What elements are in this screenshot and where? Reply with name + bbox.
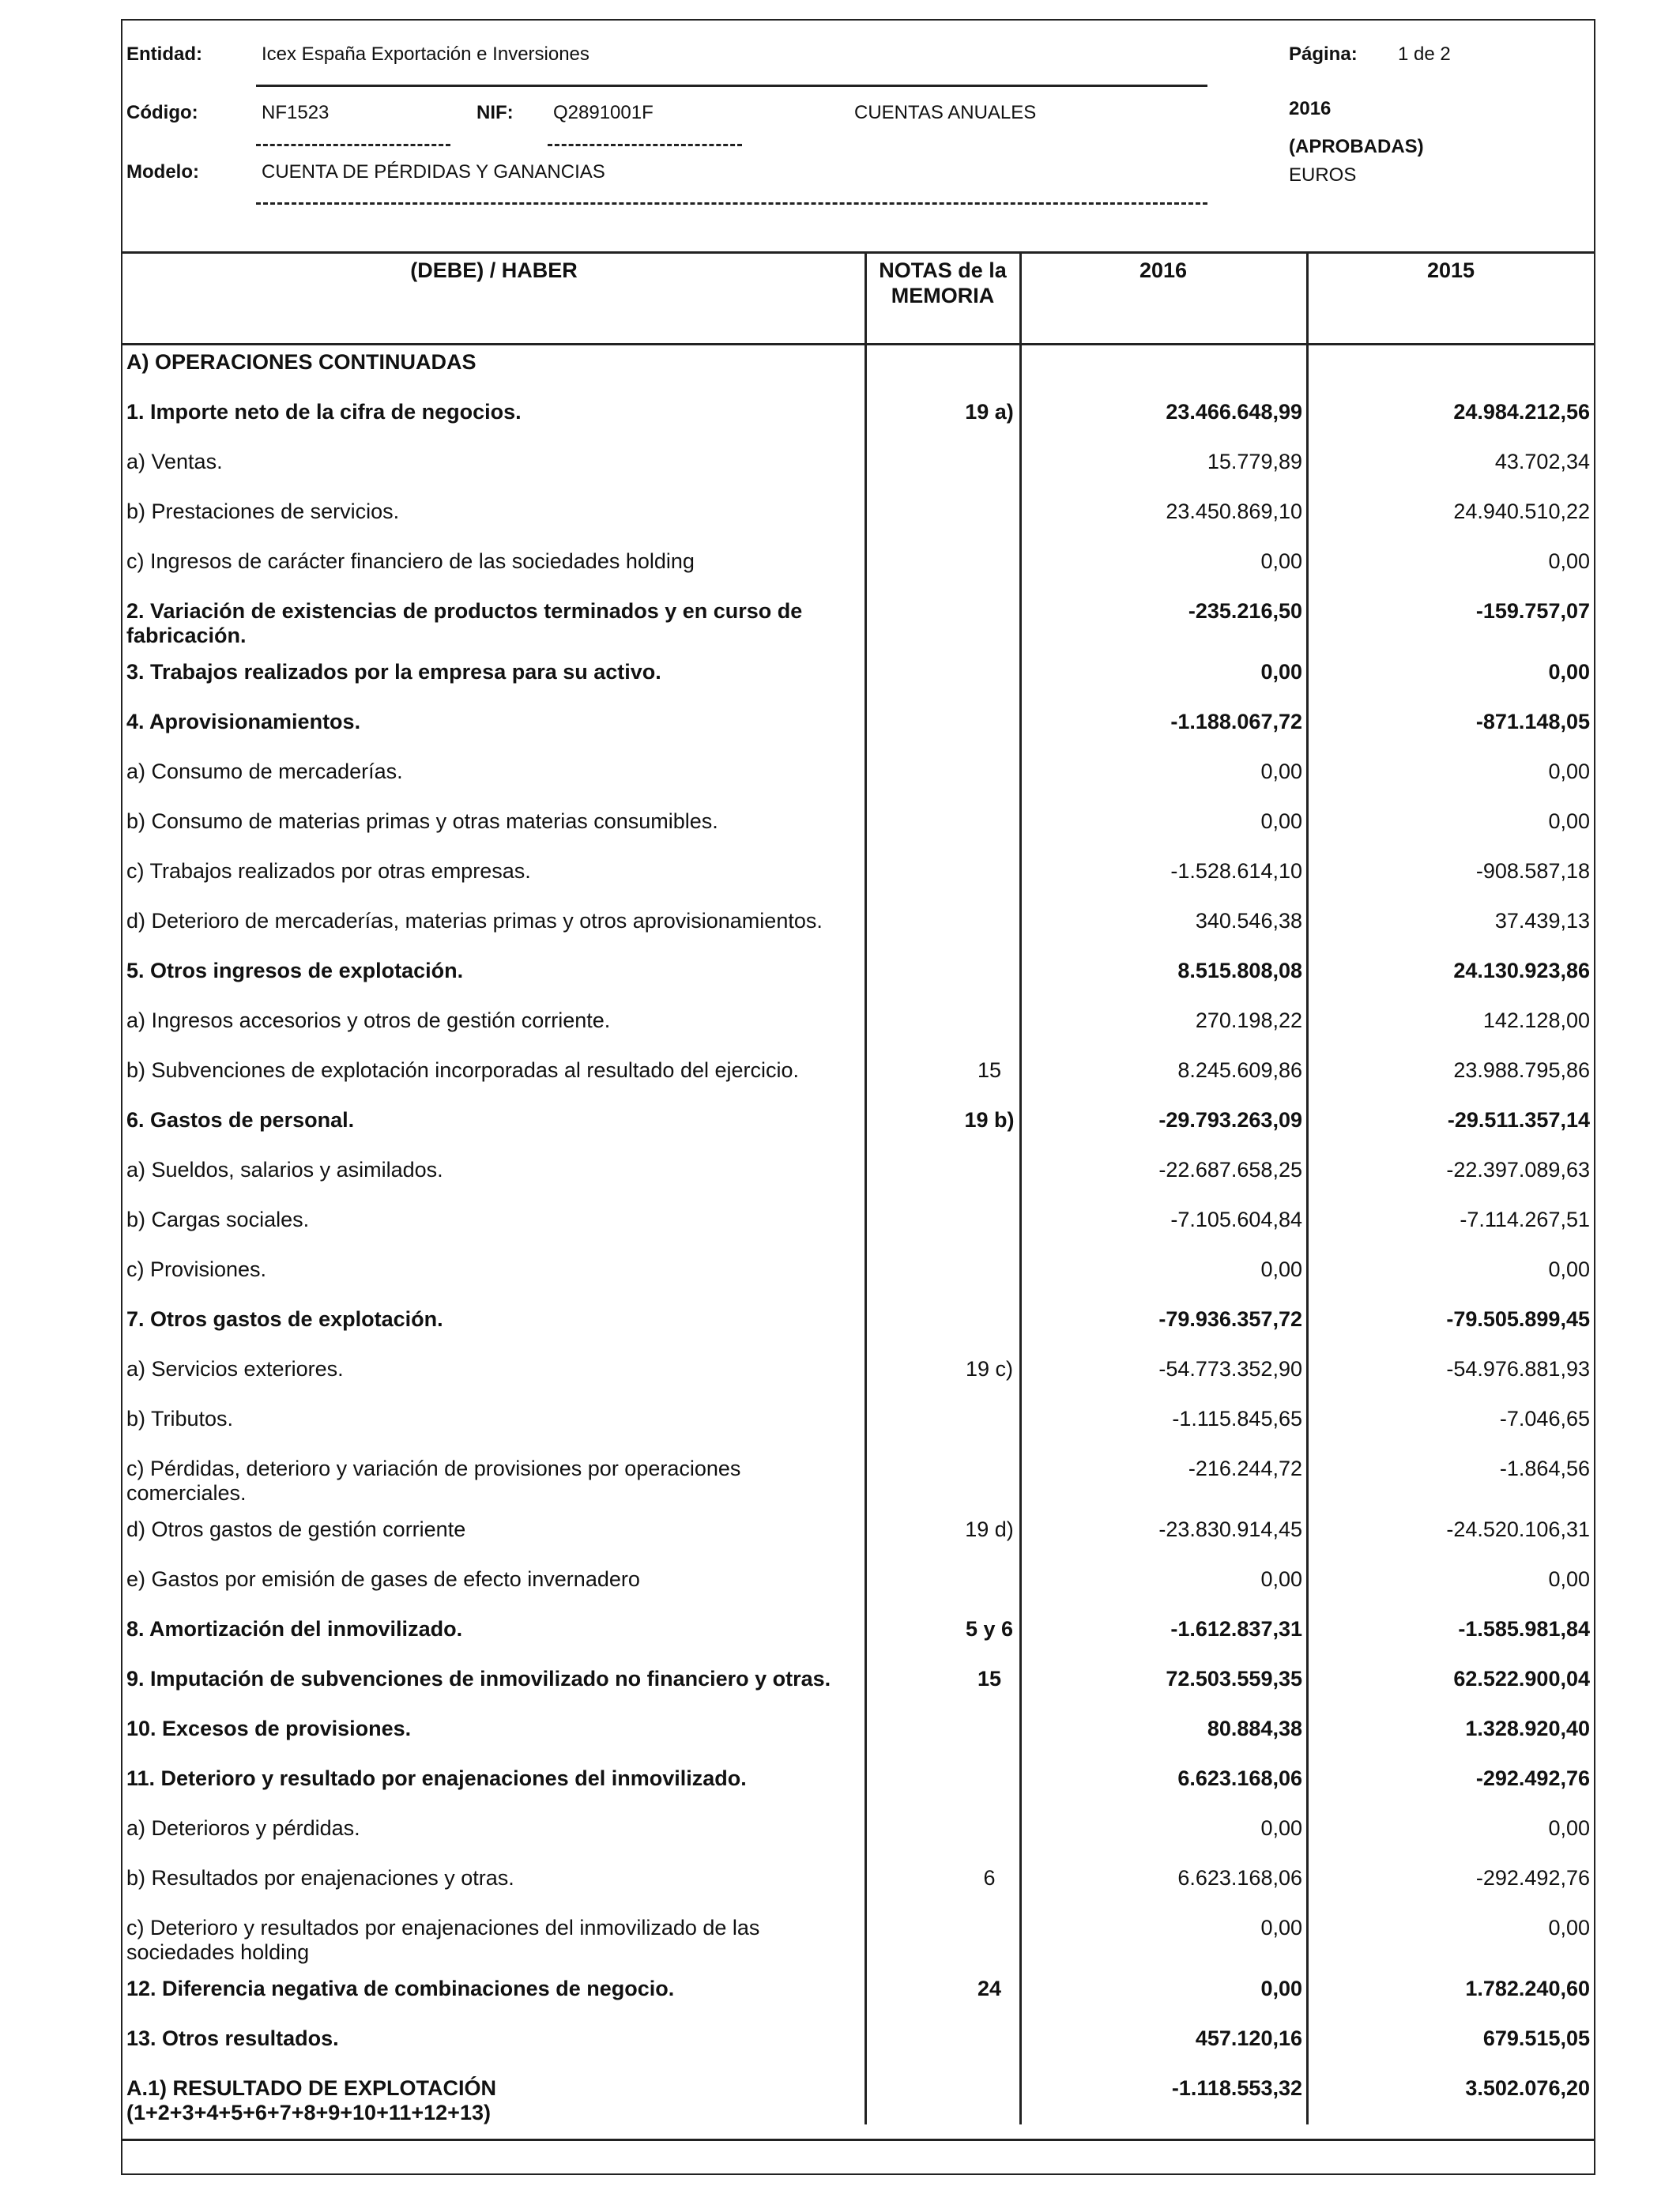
row-value-2015: 0,00 [1548, 660, 1590, 684]
row-value-2015: -24.520.106,31 [1446, 1517, 1590, 1541]
row-value-2016: 0,00 [1260, 809, 1302, 833]
row-value-2015: 3.502.076,20 [1465, 2076, 1590, 2100]
row-value-2016: -7.105.604,84 [1170, 1208, 1302, 1231]
modelo-underline [256, 202, 1207, 205]
row-value-2015: 24.984.212,56 [1453, 400, 1590, 424]
row-value-2015: -159.757,07 [1475, 599, 1590, 623]
row-note: 19 a) [965, 400, 1014, 424]
currency-label: EUROS [1289, 164, 1357, 186]
row-value-2016: 0,00 [1260, 1977, 1302, 2000]
row-note: 15 [977, 1058, 1002, 1082]
row-value-2015: 24.130.923,86 [1453, 959, 1590, 982]
codigo-label: Código: [126, 102, 198, 123]
row-value-2016: 6.623.168,06 [1177, 1766, 1302, 1790]
column-divider-notes [864, 251, 867, 2124]
pagina-value: 1 de 2 [1398, 43, 1451, 65]
row-label: b) Tributos. [126, 1407, 234, 1431]
row-value-2016: -79.936.357,72 [1158, 1307, 1302, 1331]
row-label: 3. Trabajos realizados por la empresa para su activo. [126, 660, 661, 684]
row-note: 19 c) [965, 1357, 1014, 1381]
year-label: 2016 [1289, 98, 1332, 119]
row-label: 9. Imputación de subvenciones de inmovilizado no financiero y otras. [126, 1667, 831, 1691]
row-value-2016: -1.115.845,65 [1172, 1407, 1302, 1431]
row-note: 19 b) [964, 1108, 1015, 1132]
row-label: a) Deterioros y pérdidas. [126, 1816, 360, 1840]
row-note: 24 [977, 1977, 1002, 2000]
row-label: A) OPERACIONES CONTINUADAS [126, 350, 477, 374]
codigo-value: NF1523 [262, 102, 330, 123]
table-header-rule [121, 343, 1595, 345]
column-header-2016: 2016 [1139, 258, 1188, 282]
row-label: 4. Aprovisionamientos. [126, 710, 361, 733]
row-value-2015: 0,00 [1548, 760, 1590, 783]
column-header-2015: 2015 [1426, 258, 1475, 282]
row-value-2015: 0,00 [1548, 1816, 1590, 1840]
row-value-2016: -22.687.658,25 [1158, 1158, 1302, 1182]
row-label: b) Prestaciones de servicios. [126, 499, 400, 523]
modelo-value: CUENTA DE PÉRDIDAS Y GANANCIAS [262, 161, 605, 183]
row-label: b) Resultados por enajenaciones y otras. [126, 1866, 514, 1890]
row-label: c) Ingresos de carácter financiero de las sociedades holding [126, 549, 695, 573]
row-label: d) Otros gastos de gestión corriente [126, 1517, 466, 1541]
row-note: 15 [977, 1667, 1002, 1691]
nif-underline [548, 144, 742, 146]
row-label: c) Deterioro y resultados por enajenaciones del inmovilizado de las sociedades holding [126, 1916, 760, 1964]
row-value-2016: 0,00 [1260, 1916, 1302, 1940]
row-label: 5. Otros ingresos de explotación. [126, 959, 464, 982]
row-value-2016: 0,00 [1260, 1567, 1302, 1591]
row-label: 2. Variación de existencias de productos terminados y en curso de fabricación. [126, 599, 803, 647]
row-value-2015: 23.988.795,86 [1453, 1058, 1590, 1082]
pagina-label: Página: [1289, 43, 1358, 65]
row-value-2015: -22.397.089,63 [1446, 1158, 1590, 1182]
row-value-2015: -908.587,18 [1475, 859, 1590, 883]
row-label: 8. Amortización del inmovilizado. [126, 1617, 463, 1641]
row-label: d) Deterioro de mercaderías, materias primas y otros aprovisionamientos. [126, 909, 823, 933]
row-value-2015: 43.702,34 [1494, 450, 1590, 473]
row-value-2016: 0,00 [1260, 760, 1302, 783]
row-value-2015: 0,00 [1548, 549, 1590, 573]
row-value-2016: 23.450.869,10 [1166, 499, 1302, 523]
column-header-notes-line1: NOTAS de la [879, 258, 1007, 282]
row-value-2015: -292.492,76 [1475, 1866, 1590, 1890]
row-value-2015: -79.505.899,45 [1446, 1307, 1590, 1331]
table-top-rule [121, 251, 1595, 254]
table-bottom-rule [121, 2139, 1595, 2141]
row-value-2016: 8.515.808,08 [1177, 959, 1302, 982]
row-label: a) Servicios exteriores. [126, 1357, 344, 1381]
codigo-underline [256, 144, 450, 146]
row-value-2016: -1.118.553,32 [1171, 2076, 1302, 2100]
row-value-2016: -54.773.352,90 [1158, 1357, 1302, 1381]
row-value-2016: 8.245.609,86 [1177, 1058, 1302, 1082]
row-value-2016: 270.198,22 [1195, 1008, 1302, 1032]
column-header-concept: (DEBE) / HABER [410, 258, 578, 282]
row-value-2015: 24.940.510,22 [1453, 499, 1590, 523]
row-value-2015: 62.522.900,04 [1453, 1667, 1590, 1691]
row-value-2016: -23.830.914,45 [1158, 1517, 1302, 1541]
row-value-2015: 0,00 [1548, 1916, 1590, 1940]
row-label: b) Consumo de materias primas y otras materias consumibles. [126, 809, 718, 833]
row-value-2015: 1.328.920,40 [1465, 1717, 1590, 1740]
row-label: 11. Deterioro y resultado por enajenaciones del inmovilizado. [126, 1766, 747, 1790]
row-value-2016: -1.612.837,31 [1170, 1617, 1302, 1641]
row-label: a) Ventas. [126, 450, 223, 473]
entidad-label: Entidad: [126, 43, 202, 65]
row-value-2015: 142.128,00 [1482, 1008, 1590, 1032]
nif-value: Q2891001F [553, 102, 654, 123]
row-value-2016: 457.120,16 [1195, 2026, 1302, 2050]
row-label: 10. Excesos de provisiones. [126, 1717, 412, 1740]
row-label: a) Consumo de mercaderías. [126, 760, 403, 783]
row-value-2016: 340.546,38 [1195, 909, 1302, 933]
row-value-2015: 0,00 [1548, 809, 1590, 833]
row-label: 7. Otros gastos de explotación. [126, 1307, 443, 1331]
row-label: 1. Importe neto de la cifra de negocios. [126, 400, 522, 424]
column-divider-2015 [1306, 251, 1309, 2124]
row-value-2016: -1.528.614,10 [1170, 859, 1302, 883]
row-value-2015: -292.492,76 [1475, 1766, 1590, 1790]
row-label: c) Provisiones. [126, 1257, 267, 1281]
row-value-2016: -235.216,50 [1188, 599, 1302, 623]
row-value-2016: 0,00 [1260, 549, 1302, 573]
row-label: A.1) RESULTADO DE EXPLOTACIÓN (1+2+3+4+5+6+7+8+9+10+11+12+13) [126, 2076, 497, 2124]
modelo-label: Modelo: [126, 161, 199, 183]
row-value-2015: -7.046,65 [1499, 1407, 1590, 1431]
row-value-2016: 0,00 [1260, 660, 1302, 684]
row-label: 6. Gastos de personal. [126, 1108, 355, 1132]
row-value-2016: 23.466.648,99 [1166, 400, 1302, 424]
row-value-2015: 0,00 [1548, 1567, 1590, 1591]
row-note: 6 [983, 1866, 996, 1890]
row-value-2016: -29.793.263,09 [1158, 1108, 1302, 1132]
cuentas-anuales-label: CUENTAS ANUALES [854, 102, 1037, 123]
row-label: b) Subvenciones de explotación incorporadas al resultado del ejercicio. [126, 1058, 800, 1082]
row-value-2015: 0,00 [1548, 1257, 1590, 1281]
row-label: a) Sueldos, salarios y asimilados. [126, 1158, 443, 1182]
row-value-2015: -1.864,56 [1499, 1457, 1590, 1480]
column-header-notes [867, 258, 1019, 308]
entidad-underline [256, 85, 1207, 87]
row-label: c) Trabajos realizados por otras empresas. [126, 859, 531, 883]
row-note: 19 d) [965, 1517, 1014, 1541]
row-label: c) Pérdidas, deterioro y variación de provisiones por operaciones comerciales. [126, 1457, 741, 1505]
column-header-notes-line2: MEMORIA [891, 284, 995, 307]
row-label: 13. Otros resultados. [126, 2026, 339, 2050]
row-value-2015: 37.439,13 [1494, 909, 1590, 933]
row-value-2016: 15.779,89 [1207, 450, 1302, 473]
entidad-value: Icex España Exportación e Inversiones [262, 43, 590, 65]
row-value-2015: 679.515,05 [1482, 2026, 1590, 2050]
row-value-2016: 0,00 [1260, 1257, 1302, 1281]
row-note: 5 y 6 [965, 1617, 1014, 1641]
row-value-2016: 80.884,38 [1207, 1717, 1302, 1740]
row-value-2016: 72.503.559,35 [1166, 1667, 1302, 1691]
row-label: a) Ingresos accesorios y otros de gestión corriente. [126, 1008, 611, 1032]
aprobadas-label: (APROBADAS) [1289, 136, 1424, 157]
row-value-2016: 6.623.168,06 [1177, 1866, 1302, 1890]
row-value-2015: -7.114.267,51 [1460, 1208, 1590, 1231]
row-label: e) Gastos por emisión de gases de efecto invernadero [126, 1567, 640, 1591]
row-label: 12. Diferencia negativa de combinaciones de negocio. [126, 1977, 675, 2000]
row-value-2016: 0,00 [1260, 1816, 1302, 1840]
nif-label: NIF: [477, 102, 514, 123]
row-value-2015: -29.511.357,14 [1447, 1108, 1590, 1132]
row-value-2016: -1.188.067,72 [1170, 710, 1302, 733]
column-divider-2016 [1019, 251, 1022, 2124]
row-value-2015: 1.782.240,60 [1465, 1977, 1590, 2000]
row-value-2015: -871.148,05 [1475, 710, 1590, 733]
row-label: b) Cargas sociales. [126, 1208, 310, 1231]
row-value-2016: -216.244,72 [1188, 1457, 1302, 1480]
row-value-2015: -54.976.881,93 [1446, 1357, 1590, 1381]
row-value-2015: -1.585.981,84 [1458, 1617, 1590, 1641]
